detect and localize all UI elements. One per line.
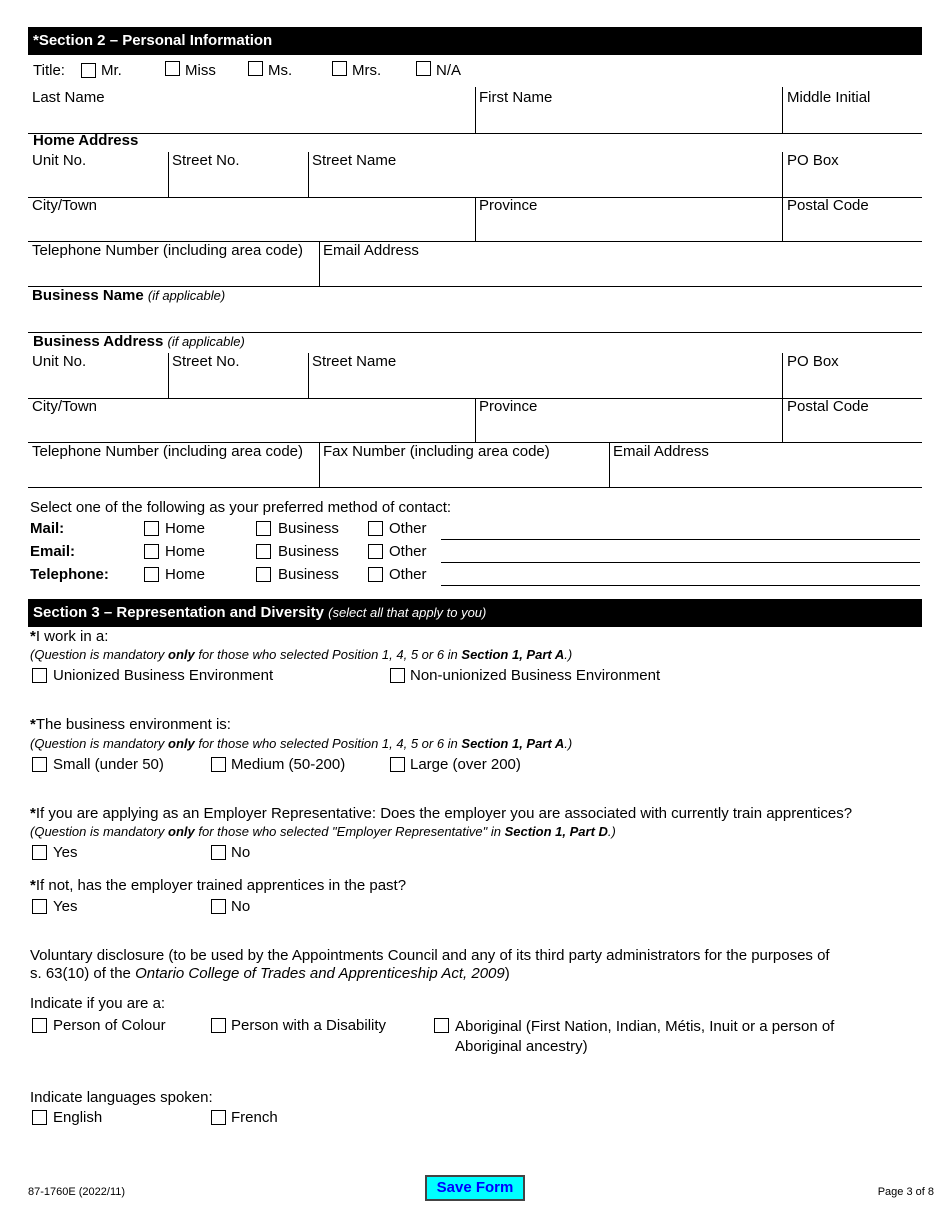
email-other-checkbox[interactable] bbox=[368, 544, 383, 559]
contact-prompt: Select one of the following as your preferred method of contact: bbox=[30, 499, 452, 516]
business-telephone-field[interactable] bbox=[28, 441, 319, 487]
q3-note: (Question is mandatory only for those who selected "Employer Representative" in Section 1, Part D.) bbox=[30, 824, 616, 839]
telephone-home-label: Home bbox=[165, 566, 206, 583]
middle-initial-field[interactable] bbox=[783, 87, 922, 133]
email-other-input[interactable] bbox=[441, 562, 920, 563]
home-telephone-label: Telephone Number (including area code) bbox=[32, 242, 303, 259]
business-street-no-label: Street No. bbox=[172, 353, 240, 370]
home-email-label: Email Address bbox=[323, 242, 419, 259]
business-unit-no-field[interactable] bbox=[28, 351, 168, 398]
business-postal-code-label: Postal Code bbox=[787, 398, 869, 415]
indicate-label: Indicate if you are a: bbox=[30, 995, 166, 1012]
french-checkbox[interactable] bbox=[211, 1110, 226, 1125]
small-business-label: Small (under 50) bbox=[53, 756, 164, 773]
q4-yes-label: Yes bbox=[53, 898, 78, 915]
aboriginal-label-line1: Aboriginal (First Nation, Indian, Métis, Inuit or a person of bbox=[455, 1018, 835, 1035]
business-name-field[interactable] bbox=[28, 285, 922, 332]
q4-no-label: No bbox=[231, 898, 251, 915]
q4-yes-checkbox[interactable] bbox=[32, 899, 47, 914]
person-with-disability-label: Person with a Disability bbox=[231, 1017, 387, 1034]
languages-label: Indicate languages spoken: bbox=[30, 1089, 213, 1106]
title-ms-checkbox[interactable] bbox=[248, 61, 263, 76]
contact-email-label: Email: bbox=[30, 543, 76, 560]
page-number: Page 3 of 8 bbox=[877, 1186, 934, 1198]
section2-header: *Section 2 – Personal Information bbox=[28, 27, 922, 55]
mail-home-label: Home bbox=[165, 520, 206, 537]
mail-other-label: Other bbox=[389, 520, 427, 537]
english-label: English bbox=[53, 1109, 103, 1126]
unionized-label: Unionized Business Environment bbox=[53, 667, 274, 684]
business-street-name-field[interactable] bbox=[308, 351, 783, 398]
person-of-colour-checkbox[interactable] bbox=[32, 1018, 47, 1033]
non-unionized-label: Non-unionized Business Environment bbox=[410, 667, 661, 684]
business-address-heading-row bbox=[33, 333, 245, 350]
email-business-label: Business bbox=[278, 543, 339, 560]
title-na-checkbox[interactable] bbox=[416, 61, 431, 76]
title-ms-label: Ms. bbox=[268, 62, 293, 79]
q4-no-checkbox[interactable] bbox=[211, 899, 226, 914]
title-miss-checkbox[interactable] bbox=[165, 61, 180, 76]
business-po-box-field[interactable] bbox=[783, 351, 922, 398]
email-other-label: Other bbox=[389, 543, 427, 560]
title-na-label: N/A bbox=[436, 62, 462, 79]
business-unit-no-label: Unit No. bbox=[32, 353, 87, 370]
home-postal-code-label: Postal Code bbox=[787, 197, 869, 214]
home-postal-code-field[interactable] bbox=[783, 195, 922, 241]
medium-business-checkbox[interactable] bbox=[211, 757, 226, 772]
non-unionized-checkbox[interactable] bbox=[390, 668, 405, 683]
q3-label: *If you are applying as an Employer Representative: Does the employer you are associated with currently train apprentices? bbox=[30, 805, 853, 822]
middle-initial-label: Middle Initial bbox=[787, 89, 871, 106]
home-street-no-field[interactable] bbox=[168, 150, 308, 197]
home-province-field[interactable] bbox=[475, 195, 783, 241]
home-province-label: Province bbox=[479, 197, 538, 214]
q3-yes-checkbox[interactable] bbox=[32, 845, 47, 860]
business-address-heading: Business Address bbox=[33, 333, 164, 350]
person-with-disability-checkbox[interactable] bbox=[211, 1018, 226, 1033]
voluntary-disclosure-line2: s. 63(10) of the Ontario College of Trades and Apprenticeship Act, 2009) bbox=[30, 965, 510, 982]
mail-other-checkbox[interactable] bbox=[368, 521, 383, 536]
email-home-label: Home bbox=[165, 543, 206, 560]
voluntary-disclosure-line1: Voluntary disclosure (to be used by the Appointments Council and any of its third party administrators for the purposes of bbox=[30, 947, 830, 964]
business-name-note: (if applicable) bbox=[147, 288, 226, 303]
title-mr-label: Mr. bbox=[101, 62, 122, 79]
last-name-label: Last Name bbox=[32, 89, 105, 106]
q4-label: *If not, has the employer trained apprentices in the past? bbox=[30, 877, 407, 894]
business-postal-code-field[interactable] bbox=[783, 396, 922, 442]
title-mrs-checkbox[interactable] bbox=[332, 61, 347, 76]
business-po-box-label: PO Box bbox=[787, 353, 839, 370]
home-po-box-label: PO Box bbox=[787, 152, 839, 169]
title-mrs-label: Mrs. bbox=[352, 62, 382, 79]
telephone-other-label: Other bbox=[389, 566, 427, 583]
q1-note: (Question is mandatory only for those who selected Position 1, 4, 5 or 6 in Section 1, Part A.) bbox=[30, 647, 573, 662]
business-email-label: Email Address bbox=[613, 443, 709, 460]
aboriginal-checkbox[interactable] bbox=[434, 1018, 449, 1033]
q1-label: *I work in a: bbox=[30, 628, 109, 645]
telephone-business-label: Business bbox=[278, 566, 339, 583]
french-label: French bbox=[231, 1109, 278, 1126]
business-name-heading: Business Name bbox=[32, 287, 144, 304]
large-business-checkbox[interactable] bbox=[390, 757, 405, 772]
q3-no-label: No bbox=[231, 844, 251, 861]
english-checkbox[interactable] bbox=[32, 1110, 47, 1125]
business-street-no-field[interactable] bbox=[168, 351, 308, 398]
mail-other-input[interactable] bbox=[441, 539, 920, 540]
business-email-field[interactable] bbox=[609, 441, 922, 487]
mail-business-label: Business bbox=[278, 520, 339, 537]
section3-header: Section 3 – Representation and Diversity (select all that apply to you) bbox=[28, 599, 922, 627]
business-fax-label: Fax Number (including area code) bbox=[323, 443, 550, 460]
business-street-name-label: Street Name bbox=[312, 353, 397, 370]
home-city-field[interactable] bbox=[28, 195, 475, 241]
last-name-field[interactable] bbox=[28, 87, 475, 133]
business-city-field[interactable] bbox=[28, 396, 475, 442]
home-unit-no-field[interactable] bbox=[28, 150, 168, 197]
home-street-name-field[interactable] bbox=[308, 150, 783, 197]
title-mr-checkbox[interactable] bbox=[81, 63, 96, 78]
q3-no-checkbox[interactable] bbox=[211, 845, 226, 860]
contact-mail-label: Mail: bbox=[30, 520, 65, 537]
business-telephone-label: Telephone Number (including area code) bbox=[32, 443, 303, 460]
home-street-name-label: Street Name bbox=[312, 152, 397, 169]
home-city-label: City/Town bbox=[32, 197, 98, 214]
home-po-box-field[interactable] bbox=[783, 150, 922, 197]
telephone-other-input[interactable] bbox=[441, 585, 920, 586]
first-name-label: First Name bbox=[479, 89, 553, 106]
aboriginal-label-line2: Aboriginal ancestry) bbox=[455, 1038, 588, 1055]
contact-telephone-label: Telephone: bbox=[30, 566, 109, 583]
home-email-field[interactable] bbox=[319, 240, 922, 286]
email-business-checkbox[interactable] bbox=[256, 544, 271, 559]
title-miss-label: Miss bbox=[185, 62, 216, 79]
telephone-business-checkbox[interactable] bbox=[256, 567, 271, 582]
home-address-heading: Home Address bbox=[33, 132, 139, 149]
medium-business-label: Medium (50-200) bbox=[231, 756, 346, 773]
email-home-checkbox[interactable] bbox=[144, 544, 159, 559]
business-province-field[interactable] bbox=[475, 396, 783, 442]
large-business-label: Large (over 200) bbox=[410, 756, 521, 773]
title-label: Title: bbox=[33, 62, 65, 79]
home-telephone-field[interactable] bbox=[28, 240, 319, 286]
q2-label: *The business environment is: bbox=[30, 716, 231, 733]
unionized-checkbox[interactable] bbox=[32, 668, 47, 683]
q2-note: (Question is mandatory only for those who selected Position 1, 4, 5 or 6 in Section 1, Part A.) bbox=[30, 736, 573, 751]
business-fax-field[interactable] bbox=[319, 441, 609, 487]
telephone-home-checkbox[interactable] bbox=[144, 567, 159, 582]
person-of-colour-label: Person of Colour bbox=[53, 1017, 166, 1034]
form-id: 87-1760E (2022/11) bbox=[28, 1186, 126, 1198]
business-city-label: City/Town bbox=[32, 398, 98, 415]
first-name-field[interactable] bbox=[475, 87, 783, 133]
business-address-note: (if applicable) bbox=[167, 334, 245, 349]
small-business-checkbox[interactable] bbox=[32, 757, 47, 772]
mail-business-checkbox[interactable] bbox=[256, 521, 271, 536]
mail-home-checkbox[interactable] bbox=[144, 521, 159, 536]
q3-yes-label: Yes bbox=[53, 844, 78, 861]
home-street-no-label: Street No. bbox=[172, 152, 240, 169]
save-form-button[interactable]: Save Form bbox=[425, 1175, 525, 1201]
home-unit-no-label: Unit No. bbox=[32, 152, 87, 169]
telephone-other-checkbox[interactable] bbox=[368, 567, 383, 582]
business-province-label: Province bbox=[479, 398, 538, 415]
